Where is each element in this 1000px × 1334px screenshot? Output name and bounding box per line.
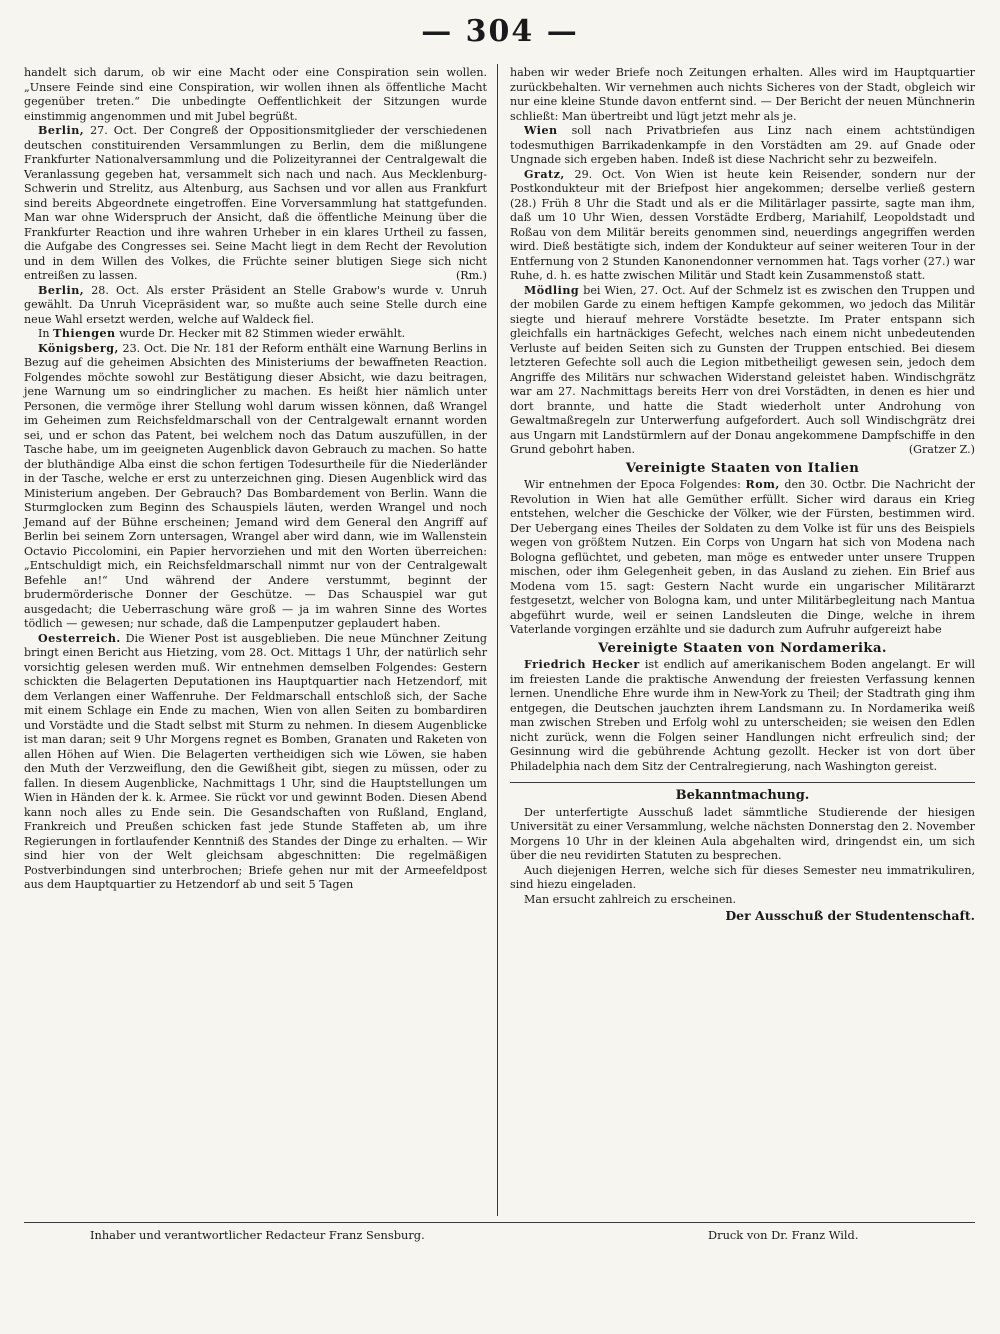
article-text: ist endlich auf amerikanischem Boden angelangt. Er will im freiesten Lande die praktische Anwendung der freiesten Verfassung kennen lernen. Unendliche Ehre wurde ihm in New-York zu Theil; der Stadtrath ging ihm entgegen, die Deutschen jauchzten ihrem Landsmann zu. In Nordamerika weiß man zwischen Streben und Erfolg wohl zu unterscheiden; sie weisen den Edlen nicht zurück, wenn die Folgen seiner Handlungen nicht erfreulich sind; der Gesinnung wird die gebührende Achtung gezollt. Hecker ist von dort über Philadelphia nach dem Sitz der Centralregierung, nach Washington gereist. bbox=[510, 658, 975, 773]
dateline-place: Berlin, bbox=[38, 124, 85, 137]
article-paragraph bbox=[24, 327, 487, 342]
article-text: Die Wiener Post ist ausgeblieben. Die neue Münchner Zeitung bringt einen Bericht aus Hietzing, vom 28. Oct. Mittags 1 Uhr, der natürlich sehr vorsichtig gelesen werden muß. Wir entnehmen demselben Folgendes: Gestern schickten die Belagerten Deputationen ins Hauptquartier nach Hetzendorf, mit dem Verlangen einer Waffenruhe. Der Feldmarschall entschloß sich, der Sache mit einem Schlage ein Ende zu machen, Wien von allen Seiten zu bombardiren und Vorstädte und die Stadt selbst mit Sturm zu nehmen. In diesem Augenblicke ist man daran; seit 9 Uhr Morgens regnet es Bomben, Granaten und Raketen von allen Höhen auf Wien. Die Belagerten vertheidigen sich wie Löwen, sie haben den Muth der Verzweiflung, den die Gewißheit gibt, siegen zu müssen, oder zu fallen. In diesem Augenblicke, Nachmittags 1 Uhr, sind die Hauptstellungen um Wien in Händen der k. k. Armee. Sie rückt vor und gewinnt Boden. Diesen Abend kann noch alles zu Ende sein. Die Gesandschaften von Rußland, England, Frankreich und Preußen schicken fast jede Stunde Staffeten ab, um ihre Regierungen in fortlaufender Kenntniß des Standes der Dinge zu erhalten. — Wir sind hier von der Welt gleichsam abgeschnitten: Die regelmäßigen Postverbindungen sind unterbrochen; Briefe gehen nur mit der Armeefeldpost aus dem Hauptquartier zu Hetzendorf ab und seit 5 Tagen bbox=[24, 631, 487, 891]
notice-title: Bekanntmachung. bbox=[675, 788, 810, 803]
article-source: (Rm.) bbox=[455, 269, 487, 282]
article-paragraph bbox=[510, 658, 975, 774]
section-heading: Vereinigte Staaten von Nordamerika. bbox=[598, 640, 887, 656]
notice-signature: Der Ausschuß der Studentenschaft. bbox=[725, 908, 975, 923]
article-paragraph bbox=[24, 284, 487, 328]
dateline-place: Mödling bbox=[524, 283, 580, 297]
dateline-place: Berlin, bbox=[38, 283, 85, 297]
article-paragraph bbox=[510, 124, 975, 168]
article-paragraph bbox=[510, 284, 975, 458]
article-text: 29. Oct. Von Wien ist heute kein Reisender, sondern nur der Postkondukteur mit der Briefpost hier angekommen; derselbe verließ gestern (28.) Früh 8 Uhr die Stadt und als er die Militärlager passirte, sagte man ihm, daß um 10 Uhr Wien, dessen Vorstädte Erdberg, Mariahilf, Leopoldstadt und Roßau von dem Militär bereits genommen sind, neuerdings angegriffen werden wird. Dieß bestätigte sich, indem der Kondukteur auf seiner weiteren Tour in der Entfernung von 2 Stunden Kanonendonner vernommen hat. Tags vorher (27.) war Ruhe, d. h. es hatte zwischen Militär und Stadt kein Zusammenstoß statt. bbox=[510, 167, 975, 282]
article-text: den 30. Octbr. Die Nachricht der Revolution in Wien hat alle Gemüther erfüllt. Sicher wird daraus ein Krieg entstehen, welcher die Geschicke der Völker, wie der Fürsten, bestimmen wird. Der Uebergang eines Theiles der Soldaten zu dem Volke ist für uns des Beispiels wegen von größtem Nutzen. Ein Corps von Ungarn hat sich von Modena nach Bologna geflüchtet, und gebeten, man möge es entweder unter unsere Truppen mischen, oder ihm Gelegenheit geben, in das Ausland zu ziehen. Ein Brief aus Modena vom 15. sagt: Gestern Nacht wurde ein ungarischer Militärarzt festgesetzt, welcher von Bologna kam, und unter Militärbegleitung nach Mantua abgeführt wurde, weil er seinen Landsleuten die Dinge, welche in ihrem Vaterlande vorgingen erzählte und sie dadurch zum Aufruhr aufgereizt habe bbox=[510, 478, 975, 636]
article-paragraph bbox=[24, 342, 487, 632]
notice-body-2: Auch diejenigen Herren, welche sich für dieses Semester neu immatrikuliren, sind hiezu eingeladen. bbox=[510, 863, 975, 891]
section-heading: Vereinigte Staaten von Italien bbox=[625, 460, 860, 476]
article-text: 23. Oct. Die Nr. 181 der Reform enthält eine Warnung Berlins in Bezug auf die geheimen Absichten des Ministeriums der bewaffneten Reaction. Folgendes möchte sowohl zur Bestätigung dieser Absicht, wie dazu beitragen, jene Warnung um so eindringlicher zu machen. Es heißt hier nämlich unter Personen, die vermöge ihrer Stellung wohl darum wissen können, daß Wrangel im Geheimen zum Reichsfeldmarschall von der Centralgewalt ernannt worden sei, und er schon das Patent, bei welchem noch das Datum auszufüllen, in der Tasche habe, um im geeigneten Augenblick davon Gebrauch zu machen. So hatte der bluthändige Alba einst die schon fertigen Todesurtheile für die Niederländer in der Tasche, welche er erst zu unterzeichnen ging. Diesen Augenblick wird das Ministerium angeben. Der Gebrauch? Das Bombardement von Berlin. Wann die Sturmglocken zum Beginn des Schauspiels läuten, werden Wrangel und noch Jemand auf der Bühne erscheinen; Jemand wird dem General den Angriff auf Berlin bei seinem Zorn untersagen, Wrangel aber wird dann, wie im Wallenstein Octavio Piccolomini, ein Papier hervorziehen und mit den Worten überreichen: „Entschuldigt mich, ein Reichsfeldmarschall nimmt nur von der Centralgewalt Befehle an!“ Und während der Andere verstummt, beginnt der brudermörderische Donner der Geschütze. — Das Schauspiel war gut ausgedacht; die Ueberraschung wäre groß — ja im wahren Sinne des Wortes tödlich — gewesen; nur schade, daß die Lampenputzer geplaudert haben. bbox=[24, 341, 487, 630]
dateline-place: Rom, bbox=[745, 478, 780, 491]
page-number: — 304 — bbox=[421, 14, 579, 49]
article-text: 28. Oct. Als erster Präsident an Stelle Grabow's wurde v. Unruh gewählt. Da Unruh Vicepräsident war, so mußte auch seine Stelle durch eine neue Wahl ersetzt werden, welche auf Waldeck fiel. bbox=[24, 283, 487, 326]
dateline-place: Friedrich Hecker bbox=[524, 658, 640, 671]
dateline-place: Wien bbox=[524, 124, 558, 137]
footer-editor: Inhaber und verantwortlicher Redacteur Franz Sensburg. bbox=[90, 1228, 425, 1242]
article-paragraph bbox=[510, 66, 975, 124]
column-divider bbox=[497, 64, 498, 1216]
article-paragraph bbox=[24, 632, 487, 893]
article-text: bei Wien, 27. Oct. Auf der Schmelz ist es zwischen den Truppen und der mobilen Garde zu einem heftigen Kampfe gekommen, wo jedoch das Militär siegte und hierauf mehrere Vorstädte besetzte. Im Prater entspann sich gleichfalls ein hartnäckiges Gefecht, welches nach einem nicht unbedeutenden Verluste auf beiden Seiten sich zu Gunsten der Truppen entschied. Bei diesem letzteren Gefechte soll auch die Legion mitbetheiligt gewesen sein, jedoch dem Angriffe des Militärs nur schwachen Widerstand geleistet haben. Windischgrätz war am 27. Nachmittags bereits Herr von drei Vorstädten, in denen es hier und dort brannte, und hatte die Stadt wiederholt unter Androhung von Gewaltmaßregeln zur Unterwerfung aufgefordert. Auch soll Windischgrätz drei aus Ungarn mit Landstürmlern auf der Donau angekommene Dampfschiffe in den Grund gebohrt haben. bbox=[510, 283, 975, 456]
article-text: 27. Oct. Der Congreß der Oppositionsmitglieder der verschiedenen deutschen constituirenden Versammlungen zu Berlin, dem die mißlungene Frankfurter Nationalversammlung und die Polizeityrannei der Centralgewalt die Veranlassung gegeben hat, versammelt sich nach und nach. Aus Mecklenburg-Schwerin und Strelitz, aus Altenburg, aus Sachsen und vor allen aus Frankfurt sind bereits Abgeordnete eingetroffen. Eine Vorversammlung hat stattgefunden. Man war ohne Widerspruch der Ansicht, daß die öffentliche Meinung über die Frankfurter Reaction und ihre wahren Urheber in ein klares Urtheil zu fassen, die Aufgabe des Congresses sei. Seine Macht liegt in dem Recht der Revolution und in dem Willen des Volkes, die Früchte seiner blutigen Siege sich nicht entreißen zu lassen. bbox=[24, 124, 487, 282]
notice bbox=[510, 789, 975, 924]
dateline-place: Gratz, bbox=[524, 167, 565, 181]
right-column bbox=[510, 66, 975, 1214]
notice-body: Der unterfertigte Ausschuß ladet sämmtliche Studierende der hiesigen Universität zu einer Versammlung, welche nächsten Donnerstag den 2. November Morgens 10 Uhr in der kleinen Aula abgehalten wird, dringendst ein, um sich über die neu revidirten Statuten zu besprechen. bbox=[510, 805, 975, 862]
article-text: soll nach Privatbriefen aus Linz nach einem achtstündigen todesmuthigen Barrikadenkampfe in den Vorstädten am 29. auf Gnade oder Ungnade sich ergeben haben. Indeß ist diese Nachricht sehr zu bezweifeln. bbox=[510, 124, 975, 166]
dateline-place: Oesterreich. bbox=[38, 631, 121, 645]
article-paragraph bbox=[24, 66, 487, 124]
dateline-place: Königsberg, bbox=[38, 341, 119, 355]
article-paragraph bbox=[510, 478, 975, 638]
left-column bbox=[24, 66, 487, 1214]
right-articles bbox=[510, 66, 975, 774]
article-paragraph bbox=[510, 168, 975, 284]
notice-body-3: Man ersucht zahlreich zu erscheinen. bbox=[524, 892, 737, 906]
article-text: handelt sich darum, ob wir eine Macht oder eine Conspiration sein wollen. „Unsere Feinde sind eine Conspiration, wir wollen ihnen als öffentliche Macht gegenüber treten.“ Die unbedingte Oeffentlichkeit der Sitzungen wurde einstimmig angenommen und mit Jubel begrüßt. bbox=[24, 66, 487, 123]
article-source: (Gratzer Z.) bbox=[908, 443, 975, 456]
footer-divider bbox=[24, 1222, 975, 1223]
footer-printer: Druck von Dr. Franz Wild. bbox=[708, 1228, 859, 1242]
article-text: In bbox=[38, 327, 54, 340]
article-paragraph bbox=[24, 124, 487, 284]
notice-divider bbox=[510, 782, 975, 783]
dateline-place: Thiengen bbox=[53, 327, 116, 340]
article-text: haben wir weder Briefe noch Zeitungen erhalten. Alles wird im Hauptquartier zurückbehalten. Wir vernehmen auch nichts Sicheres von der Stadt, obgleich wir nur eine kleine Stunde davon entfernt sind. — Der Bericht der neuen Münchnerin schließt: Man übertreibt und lügt jetzt mehr als je. bbox=[510, 66, 975, 123]
article-text: wurde Dr. Hecker mit 82 Stimmen wieder erwählt. bbox=[115, 327, 406, 340]
article-text: Wir entnehmen der Epoca Folgendes: bbox=[524, 478, 746, 491]
